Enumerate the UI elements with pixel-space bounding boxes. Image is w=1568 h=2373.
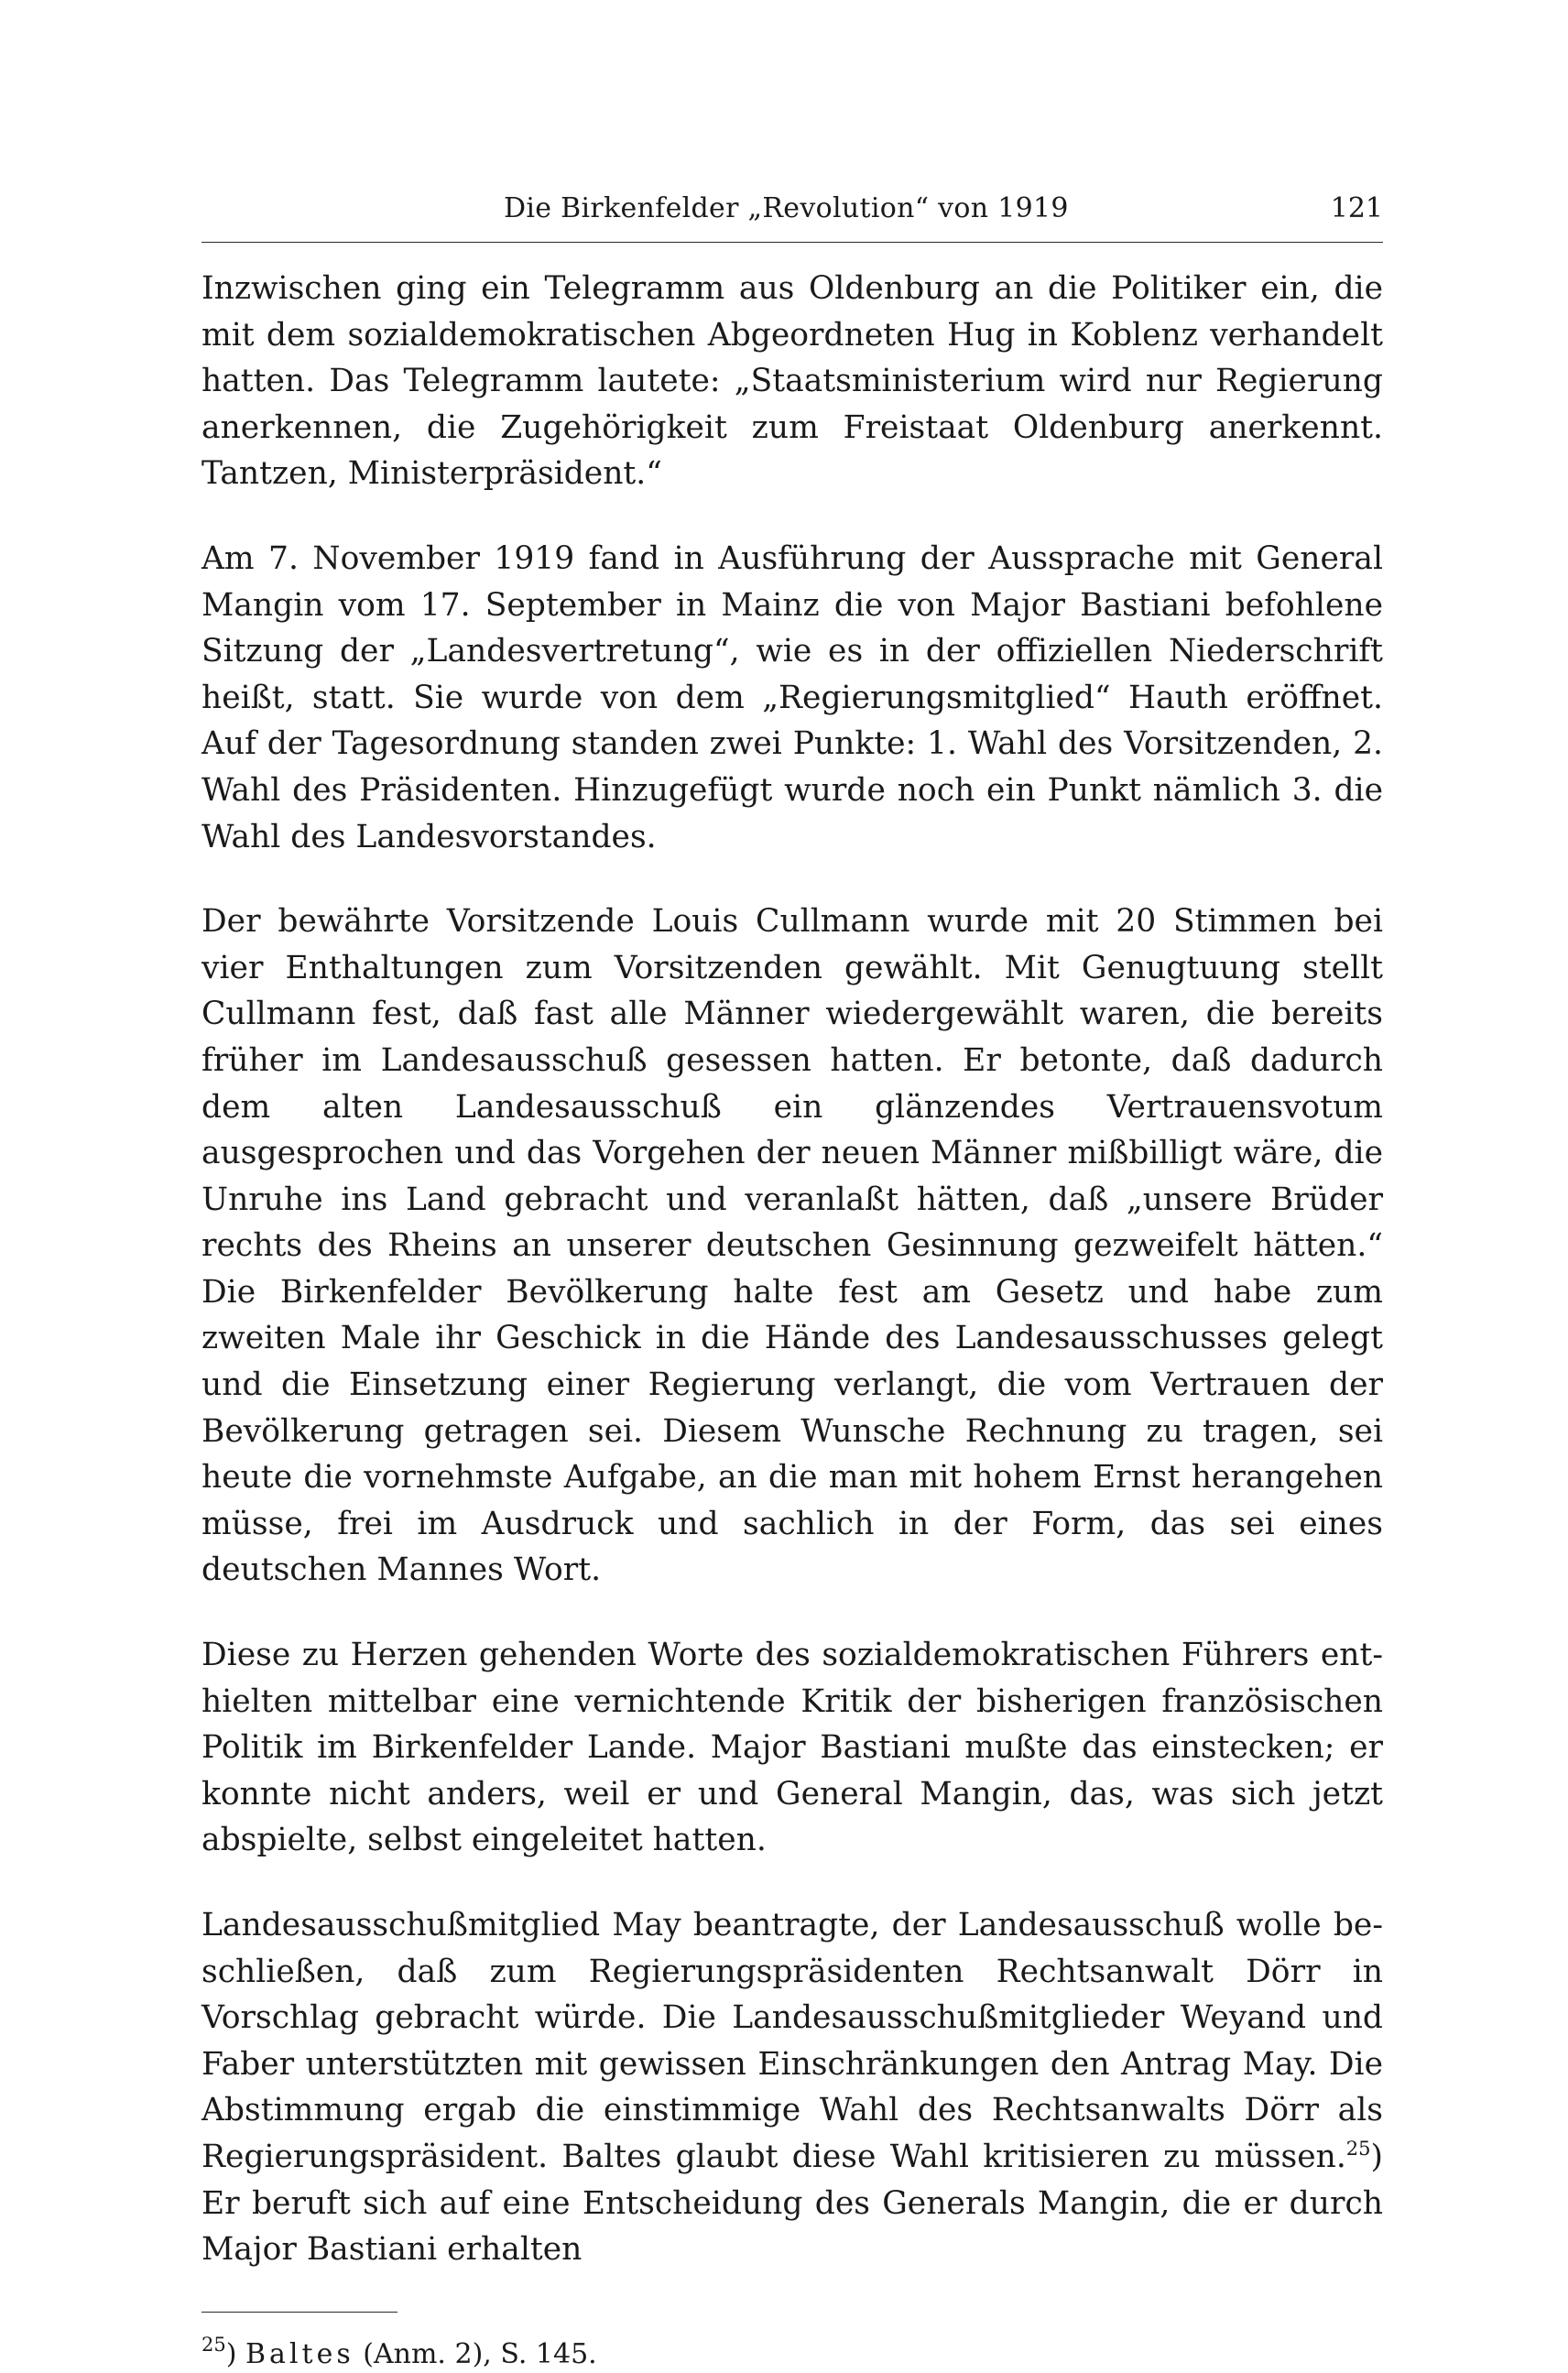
paragraph: Inzwischen ging ein Telegramm aus Oldenburg an die Politiker ein, die mit dem sozialdemokratischen Abgeordneten Hug in Koblenz verhandelt hatten. Das Telegramm lautete: „Staatsministerium wird nur Regierung anerkennen, die Zugehörigkeit zum Freistaat Oldenburg anerkennt. Tantzen, Ministerpräsident.“ [201, 270, 1383, 493]
page-number: 121 [1330, 192, 1383, 224]
header-rule [201, 242, 1383, 243]
paragraph: Der bewährte Vorsitzende Louis Cullmann wurde mit 20 Stimmen bei vier Enthaltungen zum Vorsitzenden gewählt. Mit Genugtuung stellt Cullmann fest, daß fast alle Männer wiedergewählt waren, die bereits früher im Landesausschuß gesessen hatten. Er betonte, daß dadurch dem alten Landesausschuß ein glänzendes Vertrauensvotum ausgesprochen und das Vorgehen der neuen Männer mißbilligt wäre, die Unruhe ins Land gebracht und veranlaßt hätten, daß „unsere Brüder rechts des Rheins an unserer deutschen Gesinnung gezweifelt hätten.“ Die Birkenfelder Bevölkerung halte fest am Gesetz und habe zum zweiten Male ihr Geschick in die Hände des Landesausschusses gelegt und die Einsetzung einer Regierung verlangt, die vom Vertrauen der Bevölkerung getragen sei. Diesem Wunsche Rechnung zu tragen, sei heute die vornehmste Aufgabe, an die man mit hohem Ernst herangehen müsse, frei im Ausdruck und sachlich in der Form, das sei eines deutschen Mannes Wort. [201, 903, 1383, 1589]
paragraph: Diese zu Herzen gehenden Worte des sozialdemokratischen Führers enthielten mittelbar eine vernichtende Kritik der bisherigen französischen Politik im Birkenfelder Lande. Major Bastiani mußte das einstecken; er konnte nicht anders, weil er und General Mangin, das, was sich jetzt abspielte, selbst eingeleitet hatten. [201, 1637, 1383, 1859]
paragraph [201, 1902, 1383, 2273]
footnote [201, 2333, 1383, 2373]
footnote-number: 25 [201, 2333, 226, 2356]
paragraph: Am 7. November 1919 fand in Ausführung der Aussprache mit General Mangin vom 17. September in Mainz die von Major Bastiani befohlene Sitzung der „Landesvertretung“, wie es in der offiziellen Niederschrift heißt, statt. Sie wurde von dem „Regierungsmitglied“ Hauth eröffnet. Auf der Tagesordnung standen zwei Punkte: 1. Wahl des Vorsitzenden, 2. Wahl des Präsidenten. Hinzugefügt wurde noch ein Punkt nämlich 3. die Wahl des Landesvorstandes. [201, 539, 1383, 855]
body-text [201, 266, 1383, 2273]
running-title: Die Birkenfelder „Revolution“ von 1919 [504, 192, 1069, 224]
footnote-reference: 25 [1345, 2137, 1371, 2160]
paragraph-text: Landesausschußmitglied May beantragte, der Landesausschuß wolle beschließen, daß zum Regierungspräsidenten Rechtsanwalt Dörr in Vorschlag gebracht würde. Die Landesausschußmitglieder Weyand und Faber unterstützten mit gewissen Einschränkungen den Antrag May. Die Abstimmung ergab die einstimmige Wahl des Rechtsanwalts Dörr als Regierungspräsident. Baltes glaubt diese Wahl kritisieren zu müssen. [201, 1907, 1383, 2175]
running-head [201, 183, 1383, 234]
footnote-author: Baltes [245, 2337, 354, 2370]
paragraph-text: ) Er beruft sich auf eine Entscheidung des Generals Mangin, die er durch Major Bastiani erhalten [201, 2138, 1383, 2269]
footnote-text: (Anm. 2), S. 145. [354, 2337, 597, 2370]
book-page [201, 183, 1383, 2373]
footnote-paren: ) [225, 2337, 237, 2370]
footnote-rule [201, 2312, 397, 2313]
